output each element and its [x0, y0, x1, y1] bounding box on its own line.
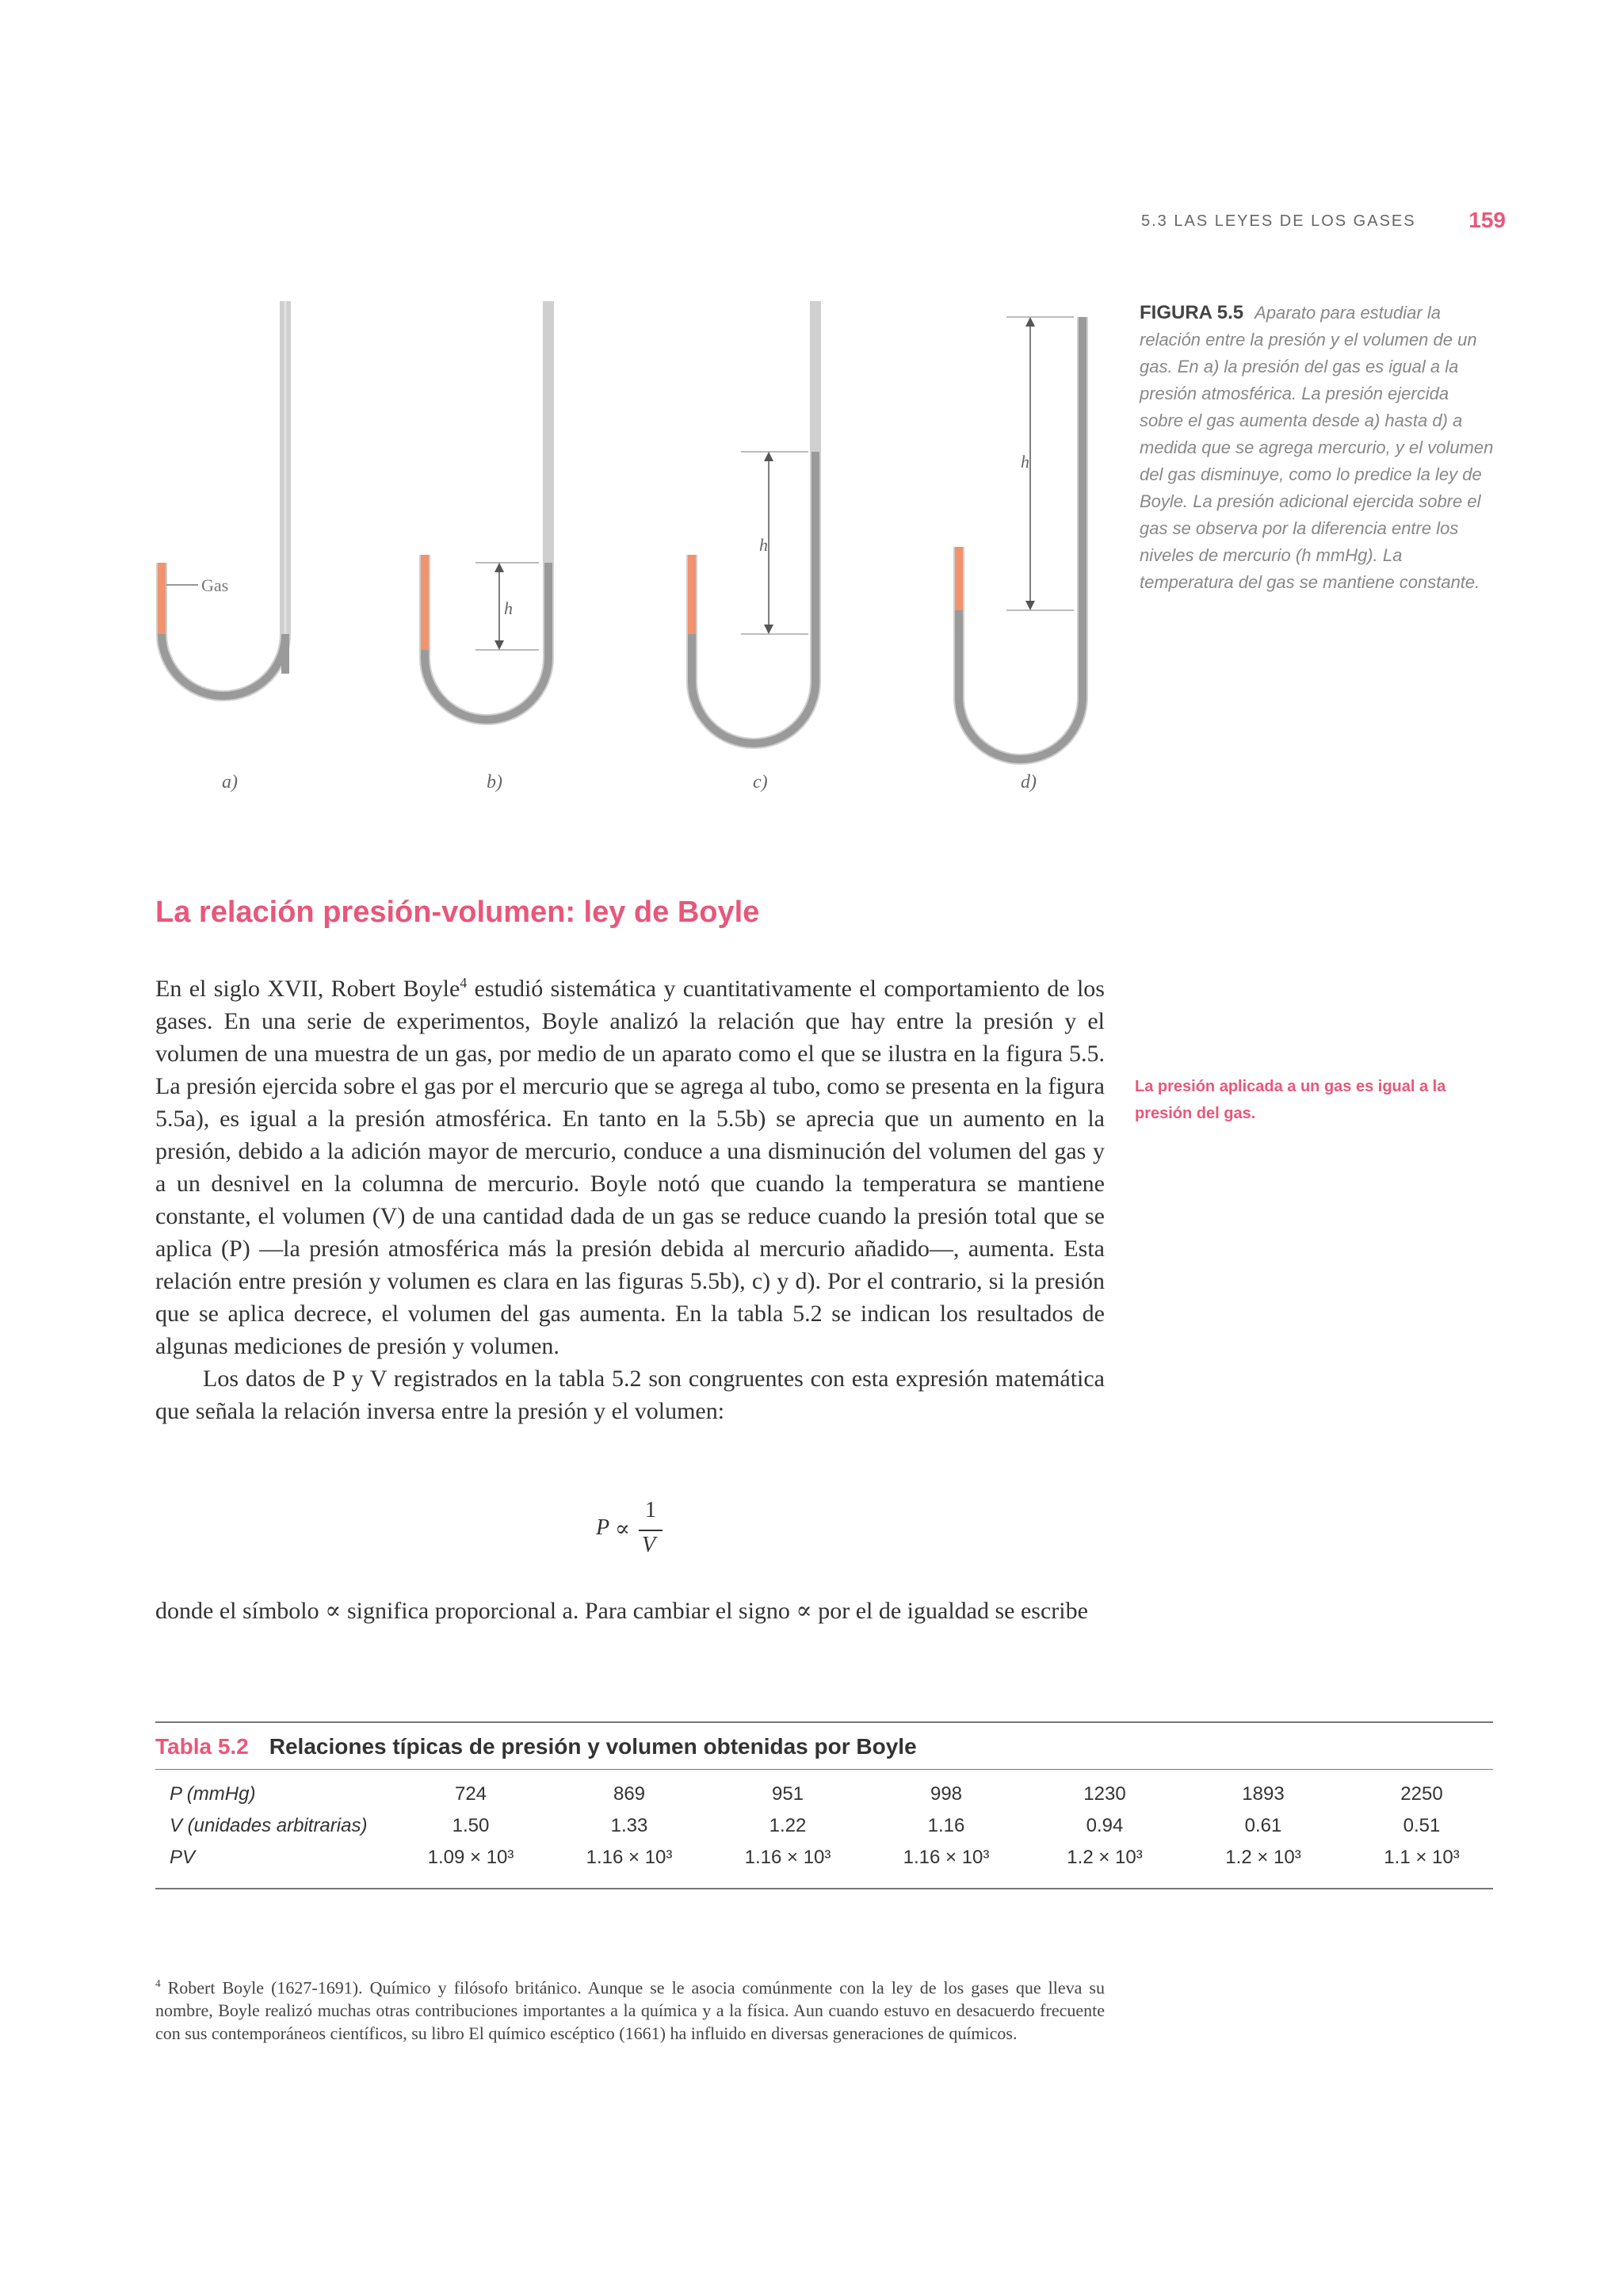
table-cell: 1.16 × 10³ — [744, 1847, 831, 1868]
table-cell: 1.16 × 10³ — [586, 1847, 673, 1868]
table-row — [170, 1783, 1501, 1815]
row-header: P (mmHg) — [170, 1783, 256, 1805]
table-cell: 1.2 × 10³ — [1225, 1847, 1301, 1868]
figure-caption-text: Aparato para estudiar la relación entre la presión y el volumen de un gas. En a) la presión del gas es igual a la presión atmosférica. La presión ejercida sobre el gas aumenta desde a) hasta d) a medida que se agrega mercurio, y el volumen del gas disminuye, como lo predice la ley de Boyle. La presión adicional ejercida sobre el gas se observa por la diferencia entre los niveles de mercurio (h mmHg). La temperatura del gas se mantiene constante. — [1140, 303, 1494, 592]
h-label: h — [759, 535, 768, 555]
table-title-text: Relaciones típicas de presión y volumen obtenidas por Boyle — [269, 1734, 917, 1759]
table-row — [170, 1847, 1501, 1878]
table-cell: 1893 — [1242, 1783, 1285, 1805]
post-formula-text: donde el símbolo ∝ significa proporcional a. Para cambiar el signo ∝ por el de igualdad se escribe — [155, 1598, 1088, 1624]
paragraph-1-rest: estudió sistemática y cuantitativamente el comportamiento de los gases. En una serie de experimentos, Boyle analizó la relación que hay entre la presión y el volumen de una muestra de un gas, por medio de un aparato como el que se ilustra en la figura 5.5. La presión ejercida sobre el gas por el mercurio que se agrega al tubo, como se presenta en la figura 5.5a), es igual a la presión atmosférica. En tanto en la 5.5b) se aprecia que un aumento en la presión, debido a la adición mayor de mercurio, conduce a una disminución del volumen del gas y a un desnivel en la columna de mercurio. Boyle notó que cuando la temperatura se mantiene constante, el volumen (V) de una cantidad dada de un gas se reduce cuando la presión total que se aplica (P) —la presión atmosférica más la presión debida al mercurio añadido—, aumenta. Esta relación entre presión y volumen es clara en las figuras 5.5b), c) y d). Por el contrario, si la presión que se aplica decrece, el volumen del gas aumenta. En la tabla 5.2 se indican los resultados de algunas mediciones de presión y volumen. — [155, 976, 1105, 1359]
table-bottom-rule — [155, 1888, 1493, 1889]
panel-d-tube — [959, 317, 1083, 759]
proportionality-formula — [596, 1498, 675, 1561]
table-cell: 1.1 × 10³ — [1384, 1847, 1460, 1868]
body-text — [155, 967, 1105, 1427]
table-cell: 0.51 — [1403, 1815, 1441, 1836]
margin-note: La presión aplicada a un gas es igual a la presión del gas. — [1135, 1078, 1446, 1122]
panel-b-tube — [425, 301, 548, 720]
footnote — [155, 1972, 1105, 2045]
table-cell: 1.33 — [610, 1815, 648, 1836]
figure-caption — [1140, 300, 1496, 596]
formula-denominator: V — [642, 1533, 656, 1557]
table-cell: 998 — [930, 1783, 963, 1805]
table-cell: 2250 — [1400, 1783, 1443, 1805]
footnote-text: Robert Boyle (1627-1691). Químico y filósofo británico. Aunque se le asocia comúnmente con la ley de los gases que lleva su nombre, Boyle realizó muchas otras contribuciones importantes a la química y a la física. Aun cuando estuvo en desacuerdo frecuente con sus contemporáneos científicos, su libro El químico escéptico (1661) ha influido en diversas generaciones de químicos. — [155, 1977, 1105, 2044]
row-header: PV — [170, 1847, 196, 1868]
footnote-number: 4 — [155, 1977, 161, 1989]
table-row — [170, 1815, 1501, 1847]
h-label: h — [1021, 452, 1029, 472]
table-cell: 869 — [613, 1783, 646, 1805]
running-head: 5.3 LAS LEYES DE LOS GASES — [1141, 212, 1416, 230]
formula-lhs: P — [596, 1515, 610, 1540]
paragraph-1-start: En el siglo XVII, Robert Boyle — [155, 976, 460, 1002]
gas-label: Gas — [201, 575, 229, 595]
table-title — [155, 1734, 917, 1759]
page-number: 159 — [1468, 208, 1506, 232]
table-cell: 724 — [454, 1783, 487, 1805]
paragraph-2: Los datos de P y V registrados en la tabla 5.2 son congruentes con esta expresión matemática que señala la relación inversa entre la presión y el volumen: — [155, 1366, 1105, 1424]
panel-label-d: d) — [1021, 772, 1037, 793]
table-cell: 0.61 — [1244, 1815, 1282, 1836]
h-label: h — [504, 598, 513, 618]
panel-label-a: a) — [222, 772, 238, 793]
proportional-symbol: ∝ — [615, 1517, 630, 1541]
footnote-ref: 4 — [460, 975, 468, 991]
table-cell: 0.94 — [1086, 1815, 1124, 1836]
table-cell: 1.09 × 10³ — [427, 1847, 514, 1868]
table-cell: 1230 — [1083, 1783, 1126, 1805]
figure-label: FIGURA 5.5 — [1140, 302, 1244, 323]
table-cell: 1.22 — [769, 1815, 807, 1836]
table-cell: 1.50 — [452, 1815, 490, 1836]
panel-c-tube — [692, 301, 815, 743]
boyle-apparatus-figure — [143, 301, 1117, 808]
paragraph-1 — [155, 967, 1105, 1362]
page-header — [1125, 208, 1506, 239]
table-cell: 951 — [771, 1783, 804, 1805]
table-cell: 1.2 × 10³ — [1067, 1847, 1143, 1868]
table-number: Tabla 5.2 — [155, 1734, 249, 1759]
panel-a-tube — [162, 301, 285, 696]
panel-label-c: c) — [753, 772, 768, 793]
fraction-bar — [639, 1530, 663, 1531]
table-cell: 1.16 × 10³ — [903, 1847, 990, 1868]
formula-numerator: 1 — [645, 1498, 656, 1522]
table-top-rule — [155, 1721, 1493, 1723]
panel-label-b: b) — [487, 772, 502, 793]
row-header: V (unidades arbitrarias) — [170, 1815, 368, 1836]
table-cell: 1.16 — [927, 1815, 965, 1836]
table-header-rule — [155, 1769, 1493, 1770]
section-title: La relación presión-volumen: ley de Boyle — [155, 896, 760, 929]
